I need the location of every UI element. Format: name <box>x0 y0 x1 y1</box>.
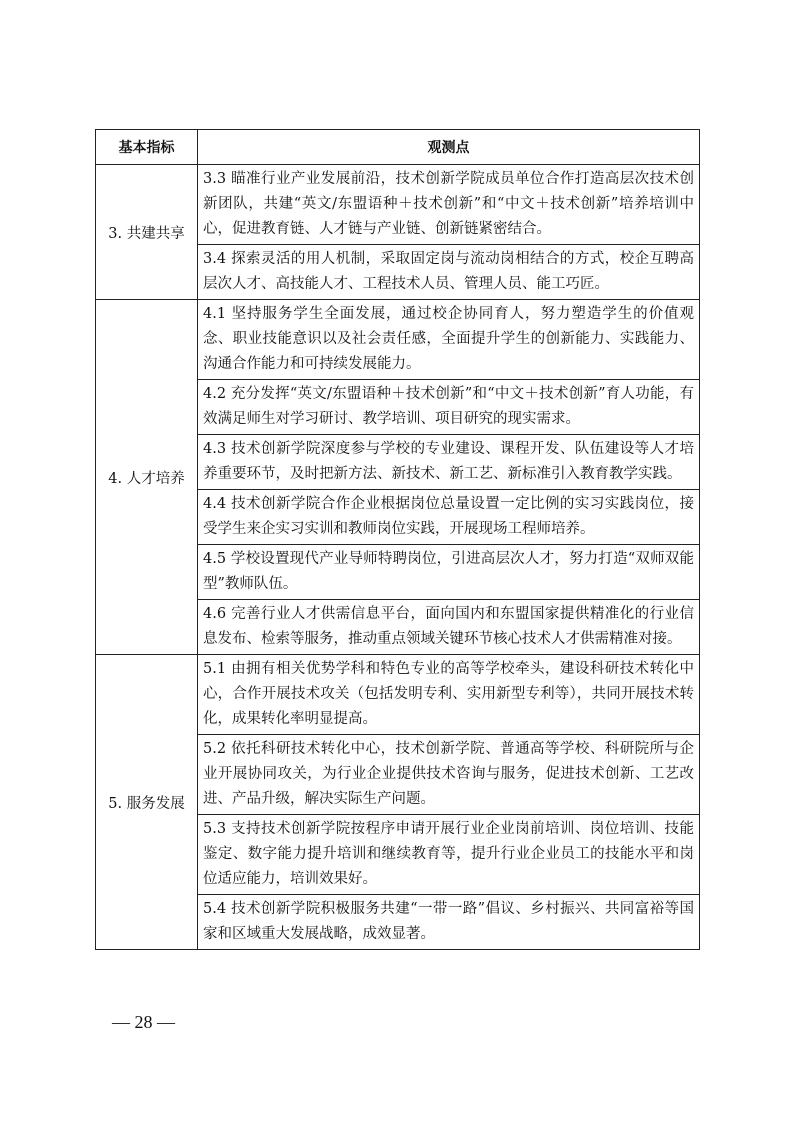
observation-item: 3.4 探索灵活的用人机制，采取固定岗与流动岗相结合的方式，校企互聘高层次人才、高技能人才、工程技术人员、管理人员、能工巧匠。 <box>198 245 700 300</box>
observation-item: 5.3 支持技术创新学院按程序申请开展行业企业岗前培训、岗位培训、技能鉴定、数字能力提升培训和继续教育等，提升行业企业员工的技能水平和岗位适应能力，培训效果好。 <box>198 815 700 895</box>
observation-item: 4.5 学校设置现代产业导师特聘岗位，引进高层次人才，努力打造“双师双能型”教师队伍。 <box>198 545 700 600</box>
observation-item: 5.1 由拥有相关优势学科和特色专业的高等学校牵头，建设科研技术转化中心，合作开展技术攻关（包括发明专利、实用新型专利等），共同开展技术转化，成果转化率明显提高。 <box>198 655 700 735</box>
page-number: — 28 — <box>112 1012 175 1032</box>
observation-item: 5.4 技术创新学院积极服务共建“一带一路”倡议、乡村振兴、共同富裕等国家和区域重大发展战略，成效显著。 <box>198 895 700 950</box>
header-observation-point: 观测点 <box>198 130 700 165</box>
observation-item: 3.3 瞄准行业产业发展前沿，技术创新学院成员单位合作打造高层次技术创新团队，共建“英文/东盟语种＋技术创新”和“中文＋技术创新”培养培训中心，促进教育链、人才链与产业链、创新链紧密结合。 <box>198 165 700 245</box>
observation-item: 4.6 完善行业人才供需信息平台，面向国内和东盟国家提供精准化的行业信息发布、检索等服务，推动重点领域关键环节核心技术人才供需精准对接。 <box>198 600 700 655</box>
category-cell: 5. 服务发展 <box>96 655 198 950</box>
observation-item: 5.2 依托科研技术转化中心，技术创新学院、普通高等学校、科研院所与企业开展协同攻关，为行业企业提供技术咨询与服务，促进技术创新、工艺改进、产品升级，解决实际生产问题。 <box>198 735 700 815</box>
table-row <box>96 655 700 735</box>
observation-item: 4.4 技术创新学院合作企业根据岗位总量设置一定比例的实习实践岗位，接受学生来企实习实训和教师岗位实践，开展现场工程师培养。 <box>198 490 700 545</box>
table-body <box>96 165 700 950</box>
table-row <box>96 165 700 245</box>
observation-item: 4.3 技术创新学院深度参与学校的专业建设、课程开发、队伍建设等人才培养重要环节，及时把新方法、新技术、新工艺、新标准引入教育教学实践。 <box>198 435 700 490</box>
table-row <box>96 300 700 380</box>
observation-item: 4.2 充分发挥“英文/东盟语种＋技术创新”和“中文＋技术创新”育人功能，有效满足师生对学习研讨、教学培训、项目研究的现实需求。 <box>198 380 700 435</box>
category-cell: 4. 人才培养 <box>96 300 198 655</box>
header-basic-indicator: 基本指标 <box>96 130 198 165</box>
observation-item: 4.1 坚持服务学生全面发展，通过校企协同育人，努力塑造学生的价值观念、职业技能意识以及社会责任感，全面提升学生的创新能力、实践能力、沟通合作能力和可持续发展能力。 <box>198 300 700 380</box>
table-header-row <box>96 130 700 165</box>
category-cell: 3. 共建共享 <box>96 165 198 300</box>
indicator-table <box>95 129 700 950</box>
